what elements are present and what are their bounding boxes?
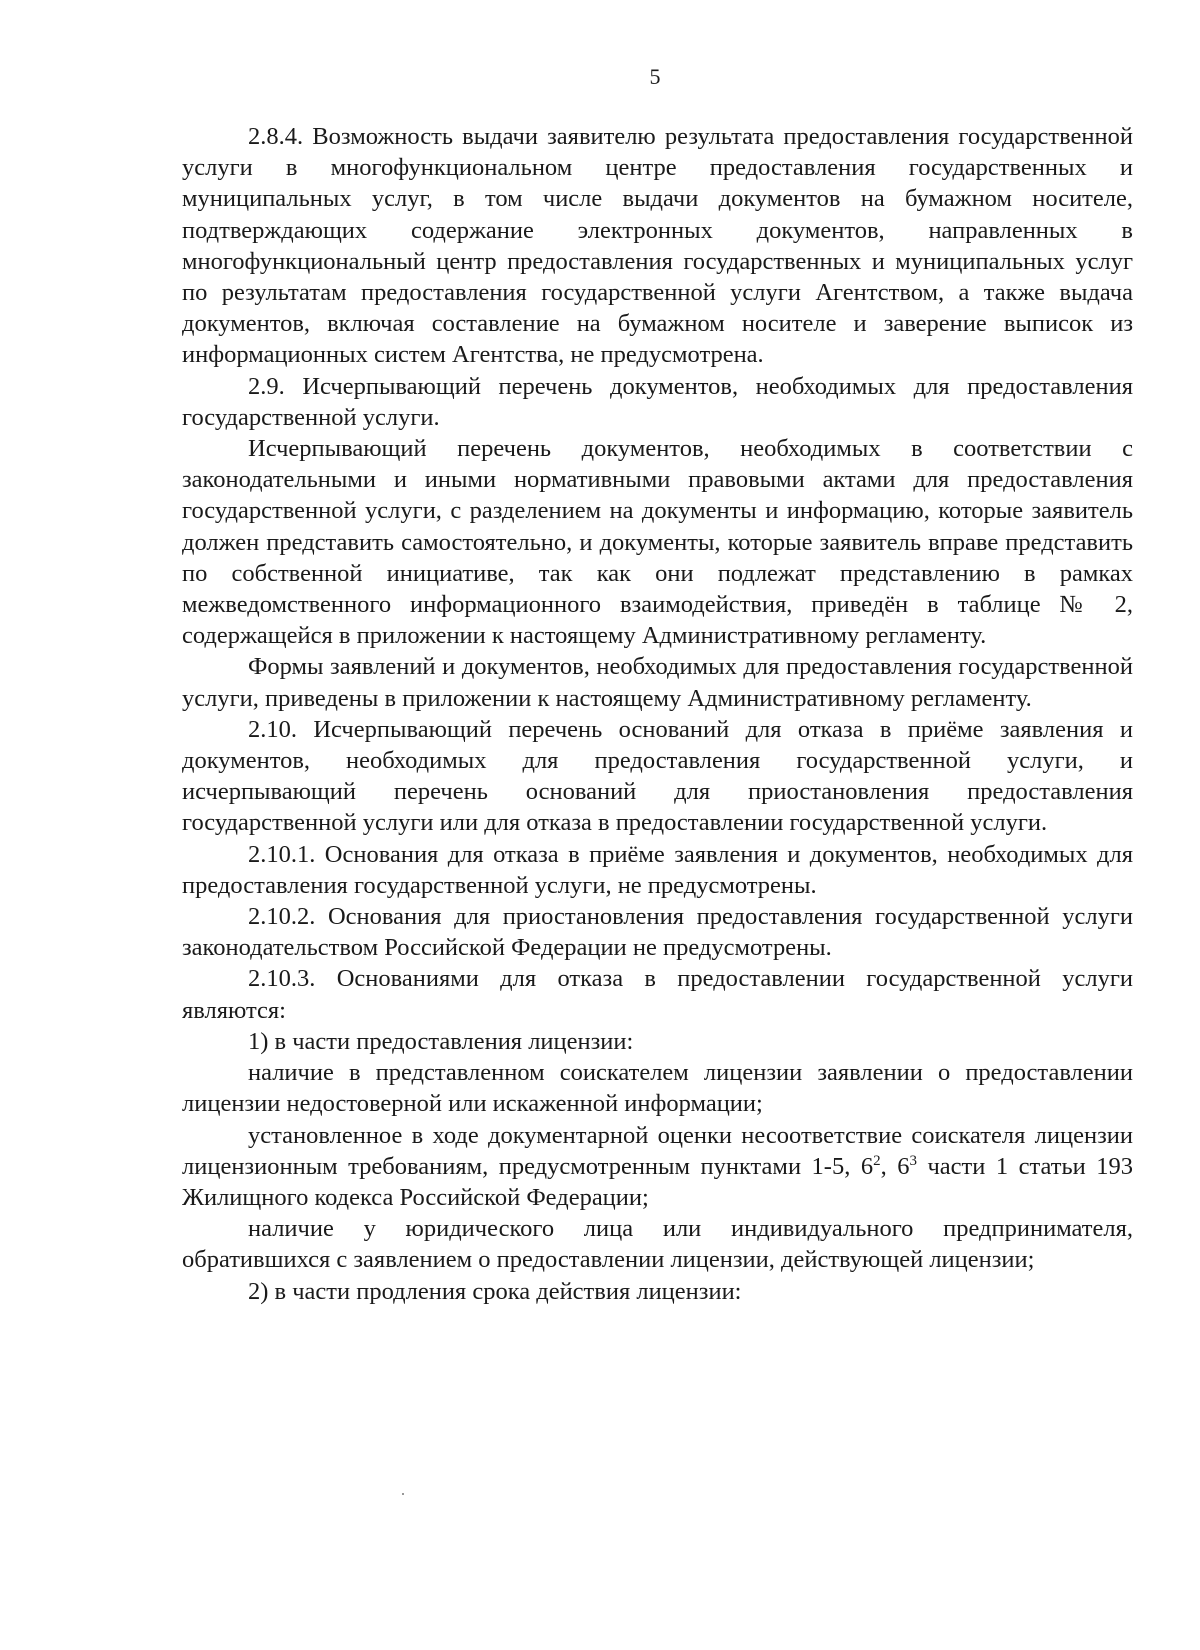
requirements-text-middle: , 6 [880,1152,910,1180]
paragraph-forms: Формы заявлений и документов, необходимых для предоставления государственной услуги, приведены в приложении к настоящему Административному регламенту. [182,653,1133,712]
paragraph-2-10: 2.10. Исчерпывающий перечень оснований для отказа в приёме заявления и документов, необходимых для предоставления государственной услуги, и исчерпывающий перечень оснований для приостановления предоставления государственной услуги или для отказа в предоставлении государственной услуги. [182,715,1133,837]
document-body [182,121,1133,1307]
list-item-1-license-grant: 1) в части предоставления лицензии: [248,1027,634,1055]
list-item-2-license-extension: 2) в части продления срока действия лицензии: [248,1277,742,1305]
superscript-2: 2 [873,1152,881,1169]
superscript-3: 3 [909,1152,917,1169]
scan-speck [402,1493,404,1495]
requirements-text-start: установленное в ходе документарной оценки несоответствие соискателя лицензии лицензионным требованиям, предусмотренным пунктами 1-5, 6 [182,1121,1133,1180]
paragraph-2-10-2: 2.10.2. Основания для приостановления предоставления государственной услуги законодательством Российской Федерации не предусмотрены. [182,903,1133,962]
paragraph-existing-license: наличие у юридического лица или индивидуального предпринимателя, обратившихся с заявлением о предоставлении лицензии, действующей лицензии; [182,1215,1133,1274]
requirements-text-end: части 1 статьи 193 Жилищного кодекса Российской Федерации; [182,1152,1133,1211]
paragraph-documents-list: Исчерпывающий перечень документов, необходимых в соответствии с законодательными и иными нормативными правовыми актами для предоставления государственной услуги, с разделением на документы и информацию, которые заявитель должен представить самостоятельно, и документы, которые заявитель вправе представить по собственной инициативе, так как они подлежат представлению в рамках межведомственного информационного взаимодействия, приведён в таблице № 2, содержащейся в приложении к настоящему Административному регламенту. [182,435,1133,650]
paragraph-2-10-1: 2.10.1. Основания для отказа в приёме заявления и документов, необходимых для предоставления государственной услуги, не предусмотрены. [182,840,1133,899]
paragraph-2-8-4: 2.8.4. Возможность выдачи заявителю результата предоставления государственной услуги в многофункциональном центре предоставления государственных и муниципальных услуг, в том числе выдачи документов на бумажном носителе, подтверждающих содержание электронных документов, направленных в многофункциональный центр предоставления государственных и муниципальных услуг по результатам предоставления государственной услуги Агентством, а также выдача документов, включая составление на бумажном носителе и заверение выписок из информационных систем Агентства, не предусмотрена. [182,123,1133,369]
paragraph-false-information: наличие в представленном соискателем лицензии заявлении о предоставлении лицензии недостоверной или искаженной информации; [182,1059,1133,1118]
paragraph-license-requirements [182,1120,1133,1214]
paragraph-2-9: 2.9. Исчерпывающий перечень документов, необходимых для предоставления государственной услуги. [182,372,1133,431]
page-number: 5 [649,64,661,89]
paragraph-2-10-3: 2.10.3. Основаниями для отказа в предоставлении государственной услуги являются: [182,965,1133,1024]
